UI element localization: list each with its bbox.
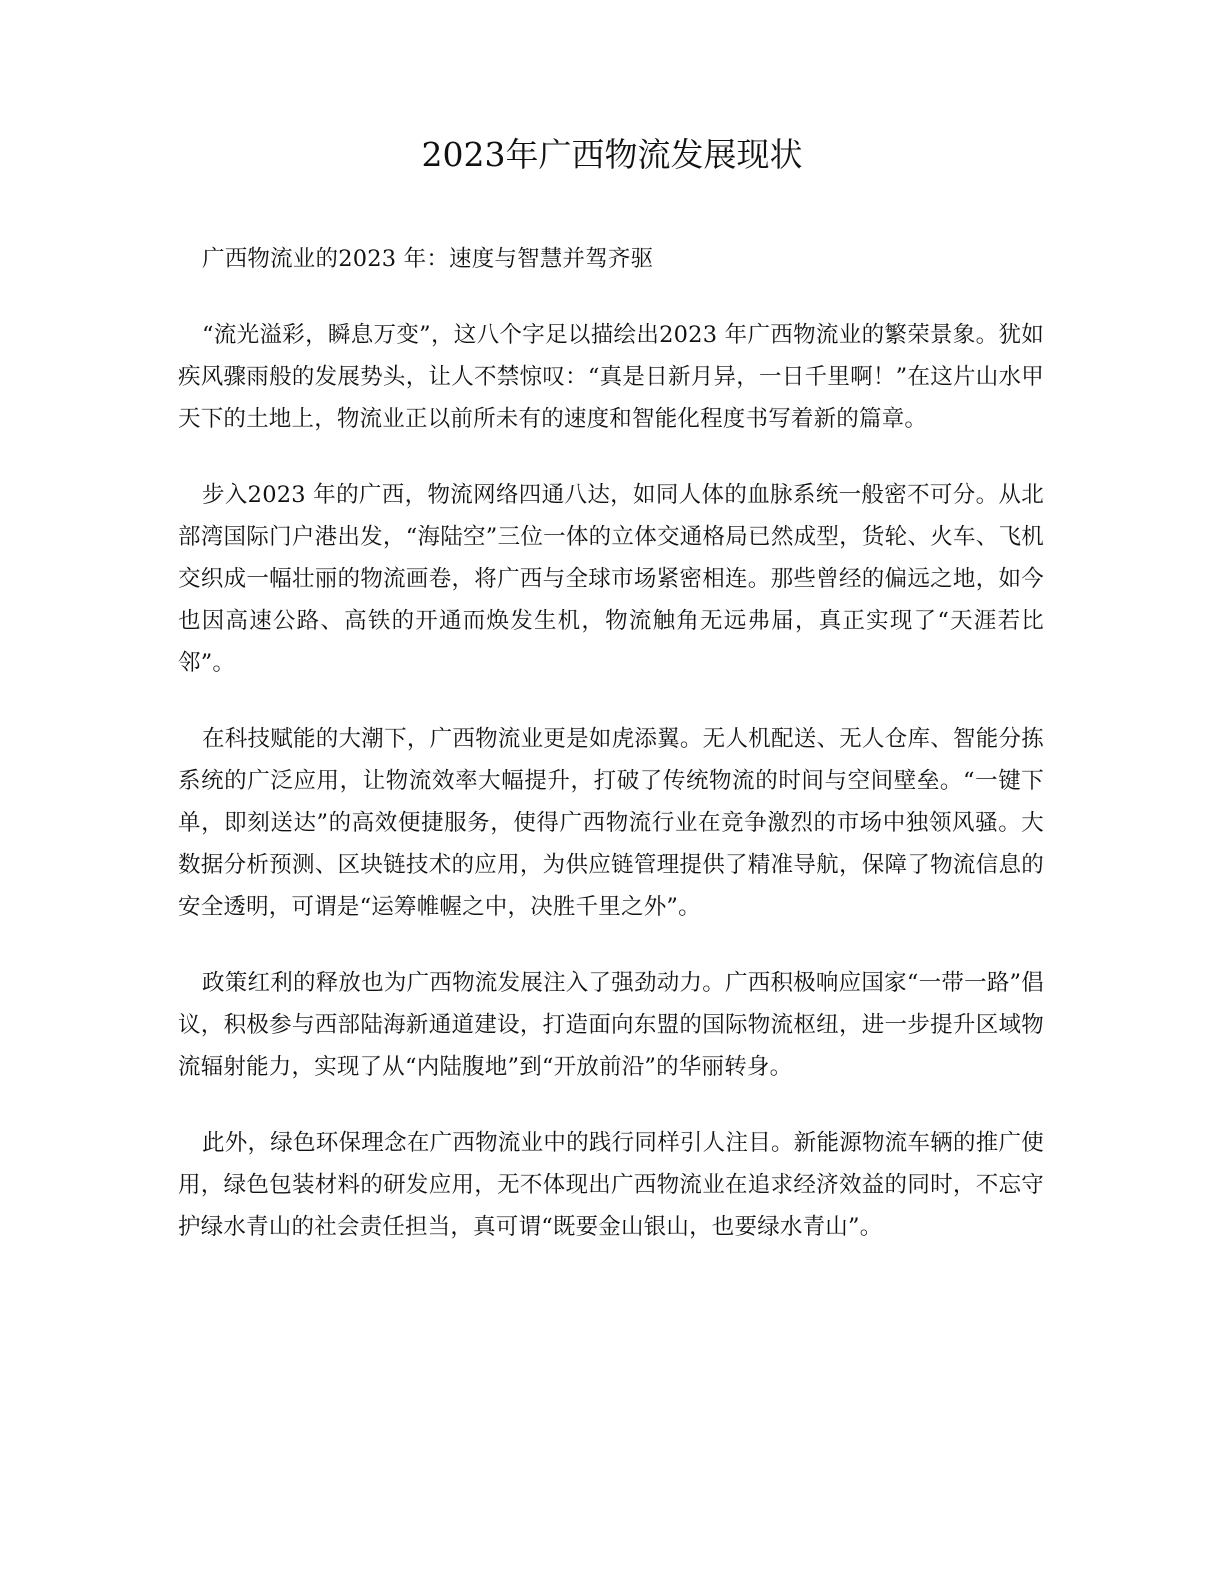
paragraph-5: 此外，绿色环保理念在广西物流业中的践行同样引人注目。新能源物流车辆的推广使用，绿色包装材料的研发应用，无不体现出广西物流业在追求经济效益的同时，不忘守护绿水青山的社会责任担当，真可谓“既要金山银山，也要绿水青山”。 (178, 1130, 1044, 1240)
paragraph-2: 步入2023 年的广西，物流网络四通八达，如同人体的血脉系统一般密不可分。从北部湾国际门户港出发，“海陆空”三位一体的立体交通格局已然成型，货轮、火车、飞机交织成一幅壮丽的物流画卷，将广西与全球市场紧密相连。那些曾经的偏远之地，如今也因高速公路、高铁的开通而焕发生机，物流触角无远弗届，真正实现了“天涯若比邻”。 (178, 482, 1044, 676)
document-title: 2023年广西物流发展现状 (421, 135, 803, 174)
paragraph-3: 在科技赋能的大潮下，广西物流业更是如虎添翼。无人机配送、无人仓库、智能分拣系统的广泛应用，让物流效率大幅提升，打破了传统物流的时间与空间壁垒。“一键下单，即刻送达”的高效便捷服务，使得广西物流行业在竞争激烈的市场中独领风骚。大数据分析预测、区块链技术的应用，为供应链管理提供了精准导航，保障了物流信息的安全透明，可谓是“运筹帷幄之中，决胜千里之外”。 (178, 726, 1044, 920)
paragraph-1: “流光溢彩，瞬息万变”，这八个字足以描绘出2023 年广西物流业的繁荣景象。犹如疾风骤雨般的发展势头，让人不禁惊叹：“真是日新月异，一日千里啊！”在这片山水甲天下的土地上，物流业正以前所未有的速度和智能化程度书写着新的篇章。 (178, 322, 1044, 432)
document-body (178, 238, 1044, 1282)
document-subtitle: 广西物流业的2023 年：速度与智慧并驾齐驱 (202, 246, 654, 272)
paragraph-4: 政策红利的释放也为广西物流发展注入了强劲动力。广西积极响应国家“一带一路”倡议，积极参与西部陆海新通道建设，打造面向东盟的国际物流枢纽，进一步提升区域物流辐射能力，实现了从“内陆腹地”到“开放前沿”的华丽转身。 (178, 970, 1044, 1080)
